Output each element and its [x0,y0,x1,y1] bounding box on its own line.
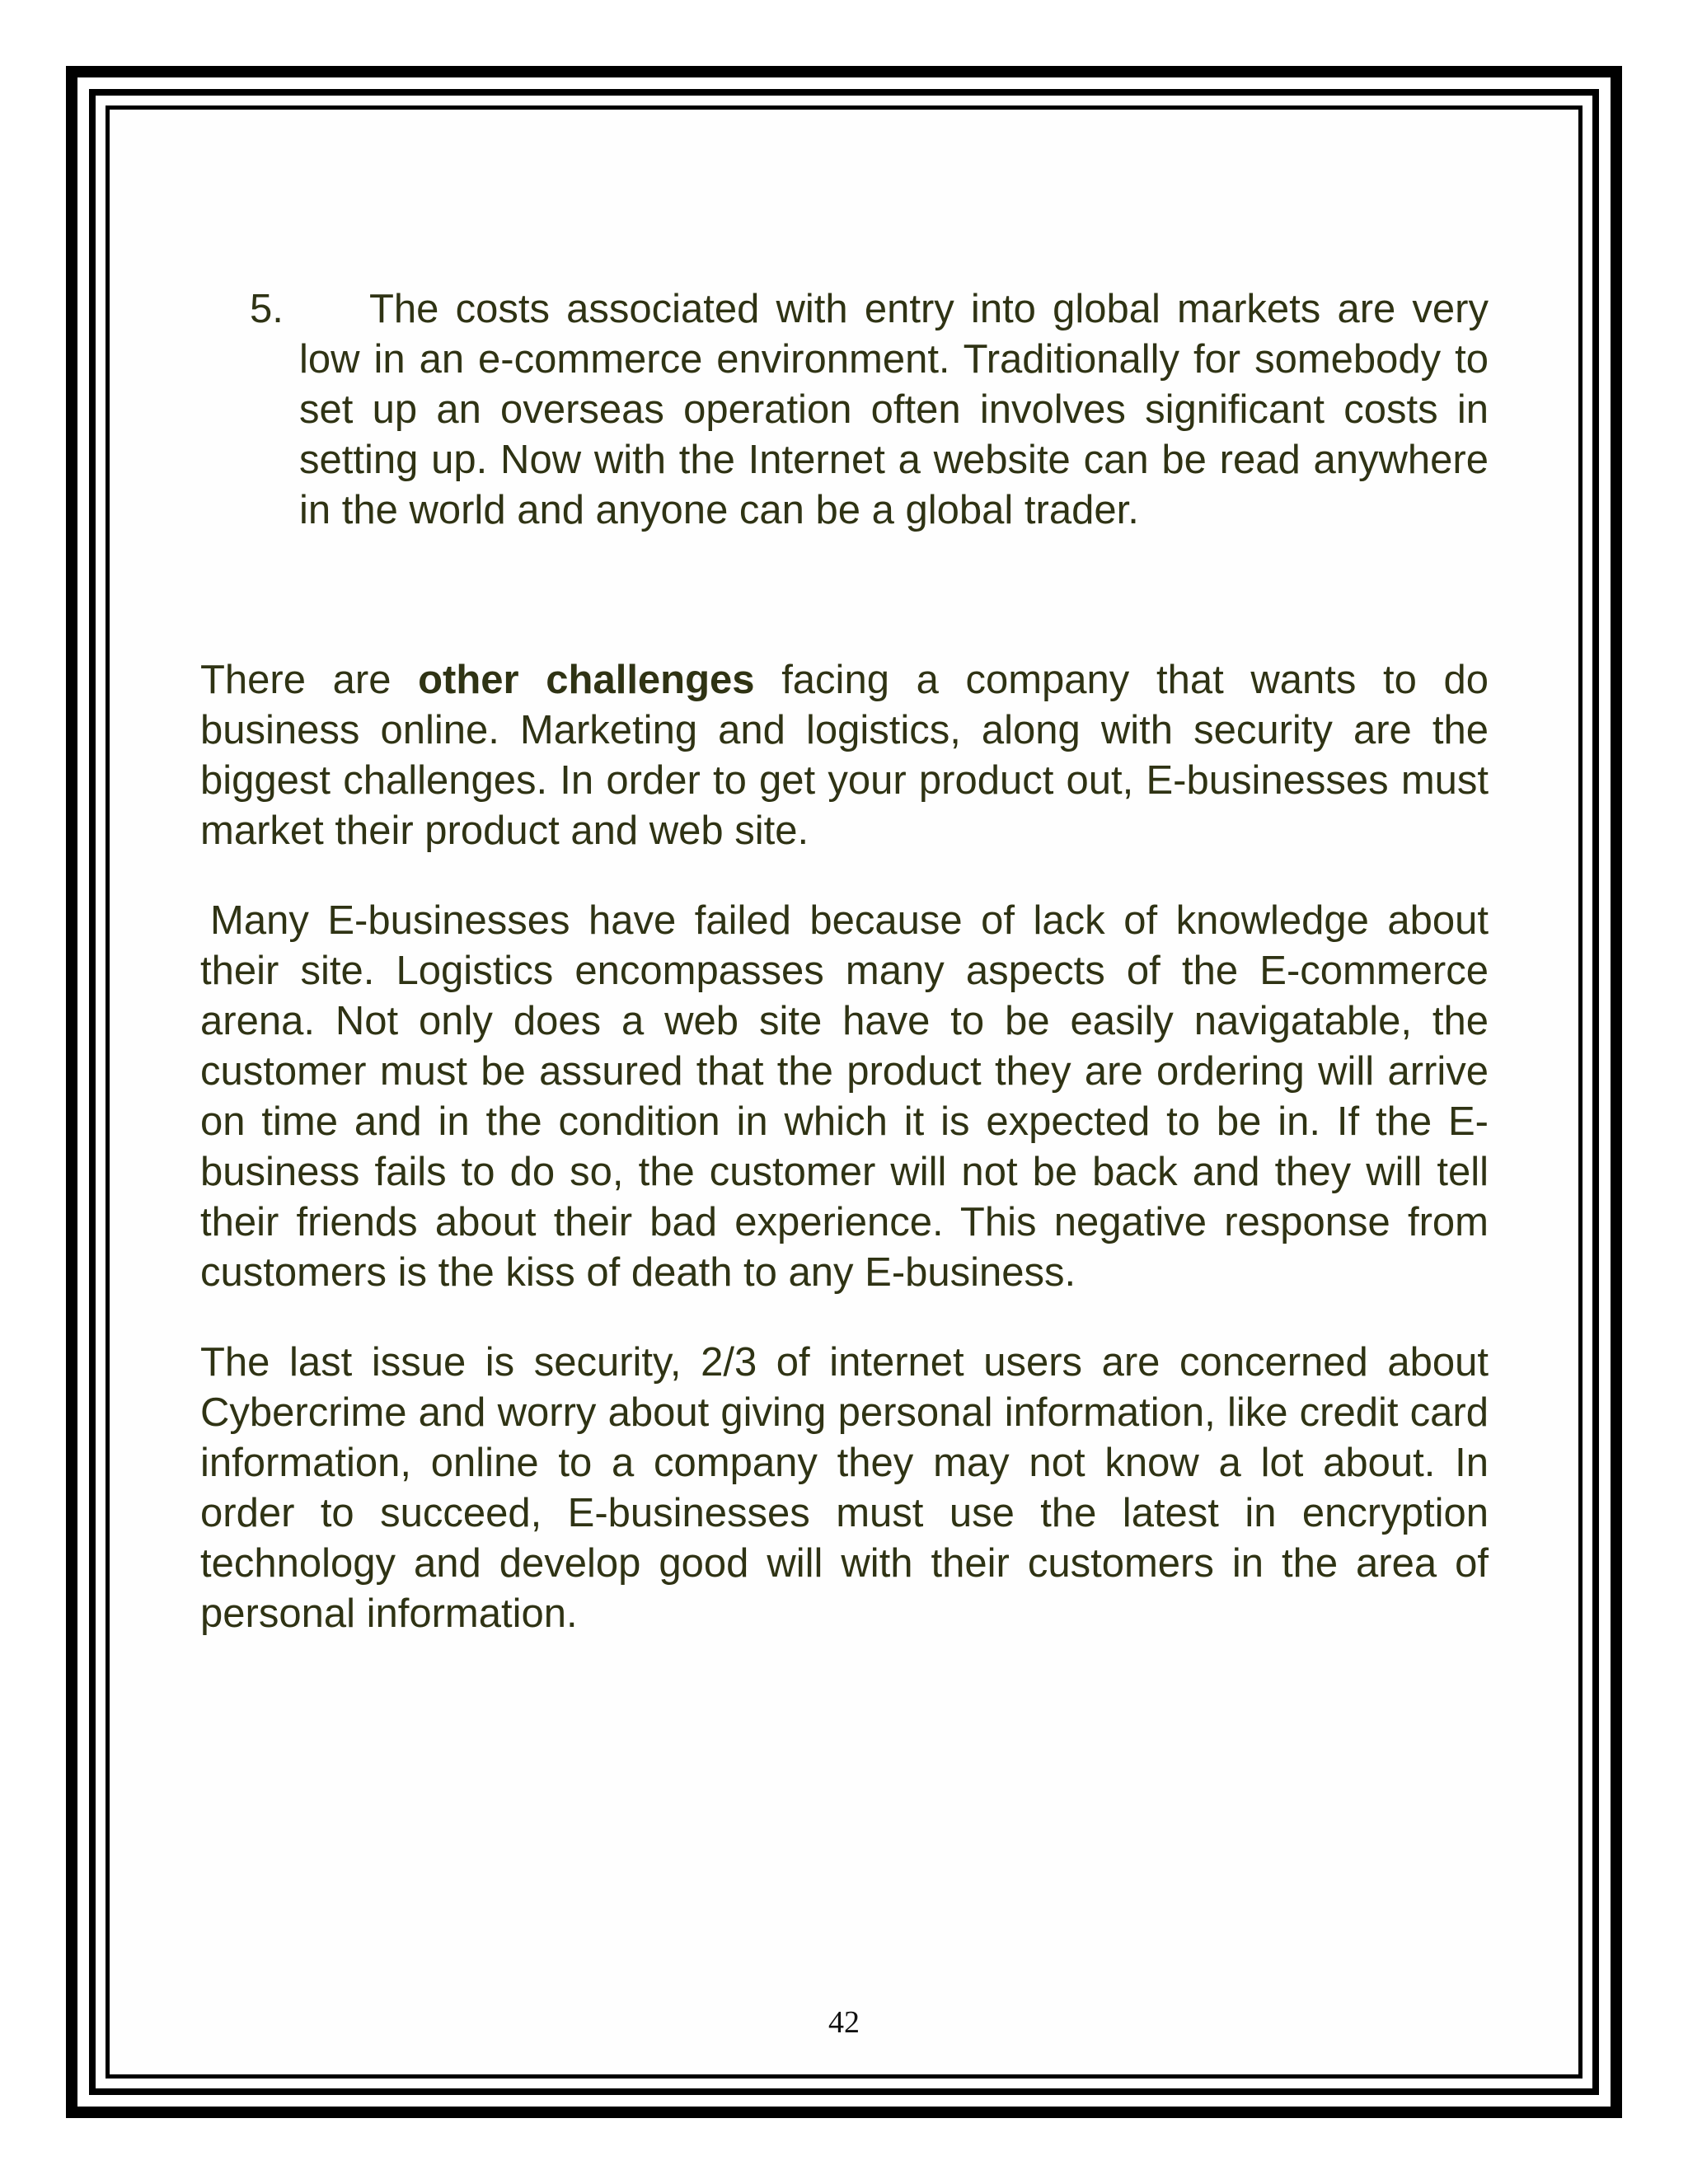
page-number: 42 [828,2005,860,2040]
list-item [200,284,1489,536]
list-item-number: 5. [250,287,284,331]
paragraph-logistics: Many E-businesses have failed because of lack of knowledge about their site. Logistics encompasses many aspects of the E-commerce arena. Not only does a web site have to be easily navigatable, the customer must be assured that the product they are ordering will arrive on time and in the condition in which it is expected to be in. If the E-business fails to do so, the customer will not be back and they will tell their friends about their bad experience. This negative response from customers is the kiss of death to any E-business. [200,898,1489,1295]
paragraph-challenges-bold: other challenges [418,658,755,702]
paragraph-security: The last issue is security, 2/3 of internet users are concerned about Cybercrime and worry about giving personal information, like credit card information, online to a company they may not know a lot about. In order to succeed, E-businesses must use the latest in encryption technology and develop good will with their customers in the area of personal information. [200,1340,1489,1636]
page-content [200,284,1489,1639]
list-item-text: The costs associated with entry into global markets are very low in an e-commerce environment. Traditionally for somebody to set up an overseas operation often involves significant costs in setting up. Now with the Internet a website can be read anywhere in the world and anyone can be a global trader. [299,287,1489,532]
paragraph-challenges-start: There are [200,658,419,702]
paragraph-challenges [200,655,1489,856]
paragraph-challenges-rest: facing a company that wants to do business online. Marketing and logistics, along with security are the biggest challenges. In order to get your product out, E-businesses must market their product and web site. [200,658,1489,853]
